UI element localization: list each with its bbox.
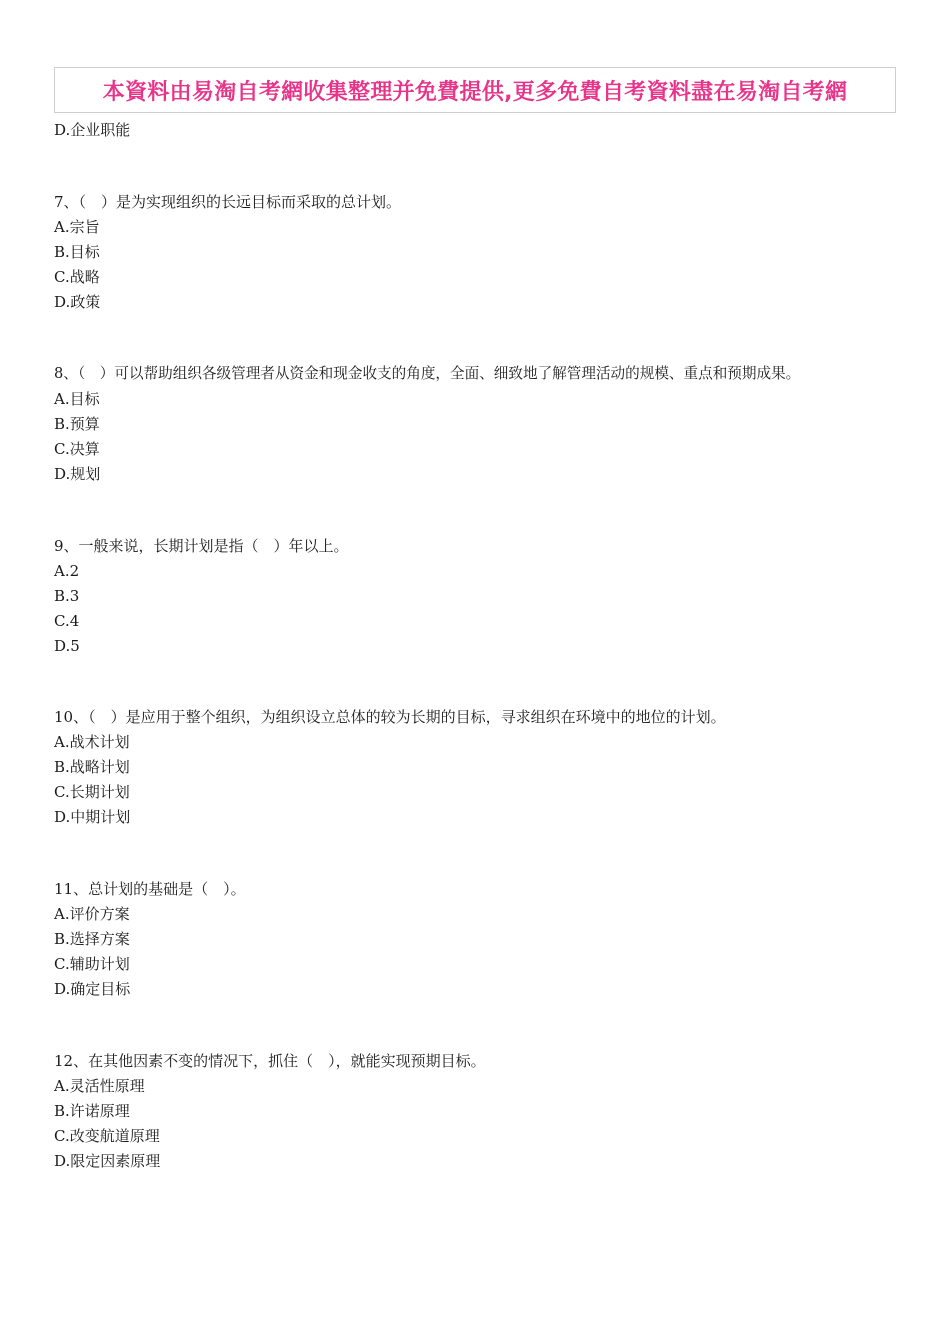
question-7-option-b: B.目标 xyxy=(54,243,100,261)
question-7-option-d: D.政策 xyxy=(54,293,101,311)
question-7-option-c: C.战略 xyxy=(54,268,100,286)
question-7-stem: 7、（ ）是为实现组织的长远目标而采取的总计划。 xyxy=(54,193,402,211)
question-7-option-a: A.宗旨 xyxy=(54,218,100,236)
question-10-option-d: D.中期计划 xyxy=(54,808,131,826)
watermark-banner xyxy=(54,67,896,113)
question-8-option-c: C.决算 xyxy=(54,440,100,458)
question-8-option-d: D.规划 xyxy=(54,465,101,483)
option-d-previous: D.企业职能 xyxy=(54,121,131,139)
question-8-option-a: A.目标 xyxy=(54,390,100,408)
question-12-option-a: A.灵活性原理 xyxy=(54,1077,145,1095)
question-12-stem: 12、在其他因素不变的情况下，抓住（ ），就能实现预期目标。 xyxy=(54,1052,486,1070)
question-10-option-a: A.战术计划 xyxy=(54,733,130,751)
question-8-stem: 8、（ ）可以帮助组织各级管理者从资金和现金收支的角度，全面、细致地了解管理活动的规模、重点和预期成果。 xyxy=(54,365,801,382)
banner-text: 本資料由易淘自考網收集整理并免費提供,更多免費自考資料盡在易淘自考網 xyxy=(102,79,848,105)
question-11-option-c: C.辅助计划 xyxy=(54,955,130,973)
question-12-option-c: C.改变航道原理 xyxy=(54,1127,160,1145)
question-12-option-b: B.许诺原理 xyxy=(54,1102,130,1120)
question-11-stem: 11、总计划的基础是（ ）。 xyxy=(54,880,246,898)
question-10-stem: 10、（ ）是应用于整个组织，为组织设立总体的较为长期的目标，寻求组织在环境中的地位的计划。 xyxy=(54,708,726,726)
question-9-option-b: B.3 xyxy=(54,587,80,605)
question-9-option-a: A.2 xyxy=(54,562,80,580)
question-9-stem: 9、一般来说，长期计划是指（ ）年以上。 xyxy=(54,537,349,555)
question-9-option-d: D.5 xyxy=(54,637,80,655)
question-9-option-c: C.4 xyxy=(54,612,80,630)
question-10-option-c: C.长期计划 xyxy=(54,783,130,801)
question-11-option-a: A.评价方案 xyxy=(54,905,130,923)
question-11-option-b: B.选择方案 xyxy=(54,930,130,948)
question-10-option-b: B.战略计划 xyxy=(54,758,130,776)
question-8-option-b: B.预算 xyxy=(54,415,100,433)
question-12-option-d: D.限定因素原理 xyxy=(54,1152,161,1170)
question-11-option-d: D.确定目标 xyxy=(54,980,131,998)
